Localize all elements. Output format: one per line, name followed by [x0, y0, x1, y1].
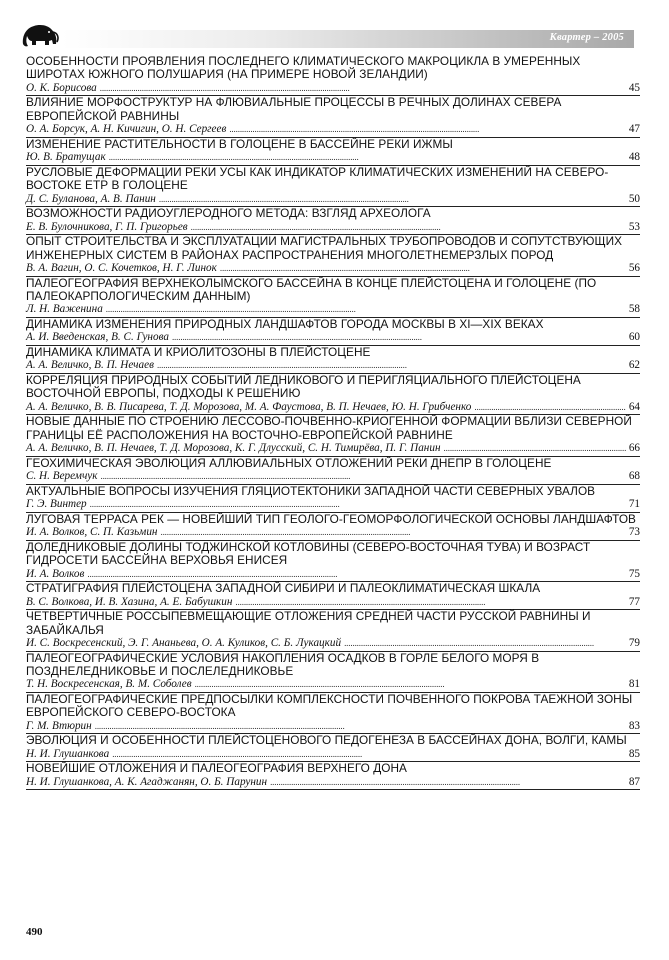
toc-entry	[26, 374, 640, 415]
toc-entry	[26, 693, 640, 734]
entry-page: 77	[628, 595, 640, 608]
banner-text: Квартер – 2005	[549, 32, 624, 43]
toc-entry	[26, 415, 640, 456]
entry-page: 50	[628, 192, 640, 205]
dot-leader	[106, 303, 626, 317]
entry-author-line	[26, 442, 640, 456]
entry-author-line	[26, 401, 640, 415]
entry-title: АКТУАЛЬНЫЕ ВОПРОСЫ ИЗУЧЕНИЯ ГЛЯЦИОТЕКТОНИКИ ЗАПАДНОЙ ЧАСТИ СЕВЕРНЫХ УВАЛОВ	[26, 483, 596, 498]
entry-authors: И. А. Волков	[26, 567, 85, 580]
toc-entry	[26, 582, 640, 610]
entry-title: ЛУГОВАЯ ТЕРРАСА РЕК — НОВЕЙШИЙ ТИП ГЕОЛОГО-ГЕОМОРФОЛОГИЧЕСКОЙ ОСНОВЫ ЛАНДШАФТОВ	[26, 511, 636, 526]
entry-authors: О. А. Борсук, А. Н. Кичигин, О. Н. Сергеев	[26, 123, 227, 136]
entry-authors: Ю. В. Братущак	[26, 151, 106, 164]
entry-title: ИЗМЕНЕНИЕ РАСТИТЕЛЬНОСТИ В ГОЛОЦЕНЕ В БАССЕЙНЕ РЕКИ ИЖМЫ	[26, 136, 453, 151]
mammoth-icon	[20, 22, 60, 50]
entry-title: НОВЫЕ ДАННЫЕ ПО СТРОЕНИЮ ЛЕССОВО-ПОЧВЕННО-КРИОГЕННОЙ ФОРМАЦИИ ВБЛИЗИ СЕВЕРНОЙ ГРАНИЦЫ ЕЁ РАСПОЛОЖЕНИЯ НА ВОСТОЧНО-ЕВРОПЕЙСКОЙ РАВНИНЕ	[26, 414, 632, 442]
entry-authors: Н. И. Глушанкова, А. К. Агаджанян, О. Б. Парунин	[26, 775, 268, 788]
entry-author-line	[26, 678, 640, 692]
entry-title: ПАЛЕОГЕОГРАФИЧЕСКИЕ УСЛОВИЯ НАКОПЛЕНИЯ ОСАДКОВ В ГОРЛЕ БЕЛОГО МОРЯ В ПОЗДНЕЛЕДНИКОВЬЕ И ПОСЛЕЛЕДНИКОВЬЕ	[26, 650, 540, 679]
entry-author-line	[26, 596, 640, 610]
dot-leader	[220, 262, 626, 276]
dot-leader	[172, 331, 626, 345]
table-of-contents	[26, 55, 640, 790]
entry-page: 73	[628, 526, 640, 539]
toc-entry	[26, 207, 640, 235]
entry-title: НОВЕЙШИЕ ОТЛОЖЕНИЯ И ПАЛЕОГЕОГРАФИЯ ВЕРХНЕГО ДОНА	[26, 761, 407, 776]
entry-author-line	[26, 331, 640, 345]
entry-title: РУСЛОВЫЕ ДЕФОРМАЦИИ РЕКИ УСЫ КАК ИНДИКАТОР КЛИМАТИЧЕСКИХ ИЗМЕНЕНИЙ НА СЕВЕРО-ВОСТОКЕ ЕТР В ГОЛОЦЕНЕ	[26, 164, 609, 193]
header-banner	[62, 30, 634, 48]
entry-page: 83	[628, 719, 640, 732]
entry-title: ГЕОХИМИЧЕСКАЯ ЭВОЛЮЦИЯ АЛЛЮВИАЛЬНЫХ ОТЛОЖЕНИЙ РЕКИ ДНЕПР В ГОЛОЦЕНЕ	[26, 455, 552, 470]
entry-author-line	[26, 637, 640, 651]
entry-title: КОРРЕЛЯЦИЯ ПРИРОДНЫХ СОБЫТИЙ ЛЕДНИКОВОГО И ПЕРИГЛЯЦИАЛЬНОГО ПЛЕЙСТОЦЕНА ВОСТОЧНОЙ ЕВРОПЫ, ПОДХОДЫ К РЕШЕНИЮ	[26, 373, 581, 401]
dot-leader	[229, 123, 625, 137]
entry-authors: С. Н. Веремчук	[26, 470, 98, 483]
entry-page: 58	[628, 303, 640, 316]
entry-authors: Н. И. Глушанкова	[26, 747, 110, 760]
entry-page: 87	[628, 775, 640, 788]
dot-leader	[159, 193, 626, 207]
entry-page: 48	[628, 151, 640, 164]
toc-entry	[26, 96, 640, 137]
entry-title: ОПЫТ СТРОИТЕЛЬСТВА И ЭКСПЛУАТАЦИИ МАГИСТРАЛЬНЫХ ТРУБОПРОВОДОВ И СОПУТСТВУЮЩИХ ИНЖЕНЕРНЫХ СИСТЕМ В РАЙОНАХ РАСПРОСТРАНЕНИЯ МНОГОЛЕТНЕМЕРЗЛЫХ ПОРОД	[26, 234, 623, 262]
toc-entry	[26, 652, 640, 693]
entry-authors: Т. Н. Воскресенская, В. М. Соболев	[26, 678, 192, 691]
entry-authors: А. А. Величко, В. П. Нечаев, Т. Д. Морозова, К. Г. Длусский, С. Н. Тимирёва, П. Г. Панин	[26, 442, 441, 455]
dot-leader	[191, 221, 626, 235]
dot-leader	[157, 359, 626, 373]
entry-title: ДОЛЕДНИКОВЫЕ ДОЛИНЫ ТОДЖИНСКОЙ КОТЛОВИНЫ (СЕВЕРО-ВОСТОЧНАЯ ТУВА) И ВОЗРАСТ ГИДРОСЕТИ БАССЕЙНА ВЕРХОВЬЯ ЕНИСЕЯ	[26, 539, 591, 568]
entry-author-line	[26, 568, 640, 582]
entry-author-line	[26, 262, 640, 276]
entry-page: 64	[628, 400, 640, 413]
entry-authors: В. С. Волкова, И. В. Хазина, А. Е. Бабушкин	[26, 595, 233, 608]
dot-leader	[95, 720, 626, 734]
toc-entry	[26, 541, 640, 582]
dot-leader	[100, 82, 626, 96]
entry-authors: Г. Э. Винтер	[26, 498, 87, 511]
entry-author-line	[26, 303, 640, 317]
entry-authors: В. А. Вагин, О. С. Кочетков, Н. Г. Линок	[26, 262, 217, 275]
entry-page: 75	[628, 567, 640, 580]
entry-title: ДИНАМИКА КЛИМАТА И КРИОЛИТОЗОНЫ В ПЛЕЙСТОЦЕНЕ	[26, 345, 371, 360]
entry-page: 53	[628, 220, 640, 233]
entry-author-line	[26, 720, 640, 734]
entry-author-line	[26, 123, 640, 137]
entry-page: 79	[628, 637, 640, 650]
toc-entry	[26, 346, 640, 374]
toc-entry	[26, 513, 640, 541]
entry-title: ЭВОЛЮЦИЯ И ОСОБЕННОСТИ ПЛЕЙСТОЦЕНОВОГО ПЕДОГЕНЕЗА В БАССЕЙНАХ ДОНА, ВОЛГИ, КАМЫ	[26, 733, 627, 748]
entry-page: 81	[628, 678, 640, 691]
dot-leader	[474, 401, 625, 415]
entry-author-line	[26, 359, 640, 373]
entry-page: 66	[628, 442, 640, 455]
dot-leader	[444, 442, 626, 456]
entry-author-line	[26, 776, 640, 790]
toc-entry	[26, 318, 640, 346]
toc-entry	[26, 610, 640, 651]
entry-title: ДИНАМИКА ИЗМЕНЕНИЯ ПРИРОДНЫХ ЛАНДШАФТОВ ГОРОДА МОСКВЫ В XI—XIX ВЕКАХ	[26, 317, 544, 332]
entry-page: 62	[628, 359, 640, 372]
dot-leader	[195, 678, 626, 692]
toc-entry	[26, 235, 640, 276]
page-number: 490	[26, 926, 43, 938]
entry-author-line	[26, 470, 640, 484]
entry-authors: А. А. Величко, В. П. Нечаев	[26, 359, 154, 372]
toc-entry	[26, 166, 640, 207]
toc-entry	[26, 457, 640, 485]
entry-page: 56	[628, 262, 640, 275]
toc-entry	[26, 277, 640, 318]
entry-page: 68	[628, 470, 640, 483]
entry-authors: Д. С. Буланова, А. В. Панин	[26, 192, 156, 205]
entry-authors: Е. В. Булочникова, Г. П. Григорьев	[26, 220, 188, 233]
dot-leader	[270, 776, 626, 790]
entry-author-line	[26, 526, 640, 540]
entry-page: 45	[628, 81, 640, 94]
dot-leader	[112, 748, 626, 762]
dot-leader	[87, 568, 625, 582]
entry-authors: А. И. Введенская, В. С. Гунова	[26, 331, 169, 344]
entry-author-line	[26, 221, 640, 235]
entry-authors: О. К. Борисова	[26, 81, 97, 94]
entry-title: ПАЛЕОГЕОГРАФИЧЕСКИЕ ПРЕДПОСЫЛКИ КОМПЛЕКСНОСТИ ПОЧВЕННОГО ПОКРОВА ТАЕЖНОЙ ЗОНЫ ЕВРОПЕЙСКОГО СЕВЕРО-ВОСТОКА	[26, 692, 633, 720]
toc-entry	[26, 55, 640, 96]
entry-page: 85	[628, 747, 640, 760]
entry-title: ВОЗМОЖНОСТИ РАДИОУГЛЕРОДНОГО МЕТОДА: ВЗГЛЯД АРХЕОЛОГА	[26, 206, 431, 221]
dot-leader	[235, 596, 625, 610]
toc-entry	[26, 138, 640, 166]
entry-authors: И. А. Волков, С. П. Казьмин	[26, 526, 158, 539]
entry-authors: Л. Н. Важенина	[26, 303, 103, 316]
dot-leader	[100, 470, 625, 484]
entry-title: ПАЛЕОГЕОГРАФИЯ ВЕРХНЕКОЛЫМСКОГО БАССЕЙНА В КОНЦЕ ПЛЕЙСТОЦЕНА И ГОЛОЦЕНЕ (ПО ПАЛЕОКАРПОЛОГИЧЕСКИМ ДАННЫМ)	[26, 275, 597, 304]
entry-title: СТРАТИГРАФИЯ ПЛЕЙСТОЦЕНА ЗАПАДНОЙ СИБИРИ И ПАЛЕОКЛИМАТИЧЕСКАЯ ШКАЛА	[26, 581, 541, 596]
entry-author-line	[26, 82, 640, 96]
entry-page: 71	[628, 498, 640, 511]
entry-author-line	[26, 498, 640, 512]
entry-title: ЧЕТВЕРТИЧНЫЕ РОССЫПЕВМЕЩАЮЩИЕ ОТЛОЖЕНИЯ СРЕДНЕЙ ЧАСТИ РУССКОЙ РАВНИНЫ И ЗАБАЙКАЛЬЯ	[26, 609, 591, 637]
dot-leader	[90, 498, 626, 512]
entry-page: 47	[628, 123, 640, 136]
entry-title: ВЛИЯНИЕ МОРФОСТРУКТУР НА ФЛЮВИАЛЬНЫЕ ПРОЦЕССЫ В РЕЧНЫХ ДОЛИНАХ СЕВЕРА ЕВРОПЕЙСКОЙ РАВНИНЫ	[26, 95, 562, 123]
entry-authors: И. С. Воскресенский, Э. Г. Ананьева, О. А. Куликов, С. Б. Лукацкий	[26, 637, 342, 650]
toc-entry	[26, 485, 640, 513]
entry-author-line	[26, 748, 640, 762]
entry-author-line	[26, 193, 640, 207]
entry-authors: Г. М. Втюрин	[26, 719, 92, 732]
toc-entry	[26, 734, 640, 762]
toc-entry	[26, 762, 640, 790]
dot-leader	[344, 637, 626, 651]
dot-leader	[109, 151, 626, 165]
entry-page: 60	[628, 331, 640, 344]
entry-title: ОСОБЕННОСТИ ПРОЯВЛЕНИЯ ПОСЛЕДНЕГО КЛИМАТИЧЕСКОГО МАКРОЦИКЛА В УМЕРЕННЫХ ШИРОТАХ ЮЖНОГО ПОЛУШАРИЯ (НА ПРИМЕРЕ НОВОЙ ЗЕЛАНДИИ)	[26, 54, 581, 82]
entry-author-line	[26, 151, 640, 165]
dot-leader	[160, 526, 625, 540]
entry-authors: А. А. Величко, В. В. Писарева, Т. Д. Морозова, М. А. Фаустова, В. П. Нечаев, Ю. Н. Грибченко	[26, 400, 472, 413]
